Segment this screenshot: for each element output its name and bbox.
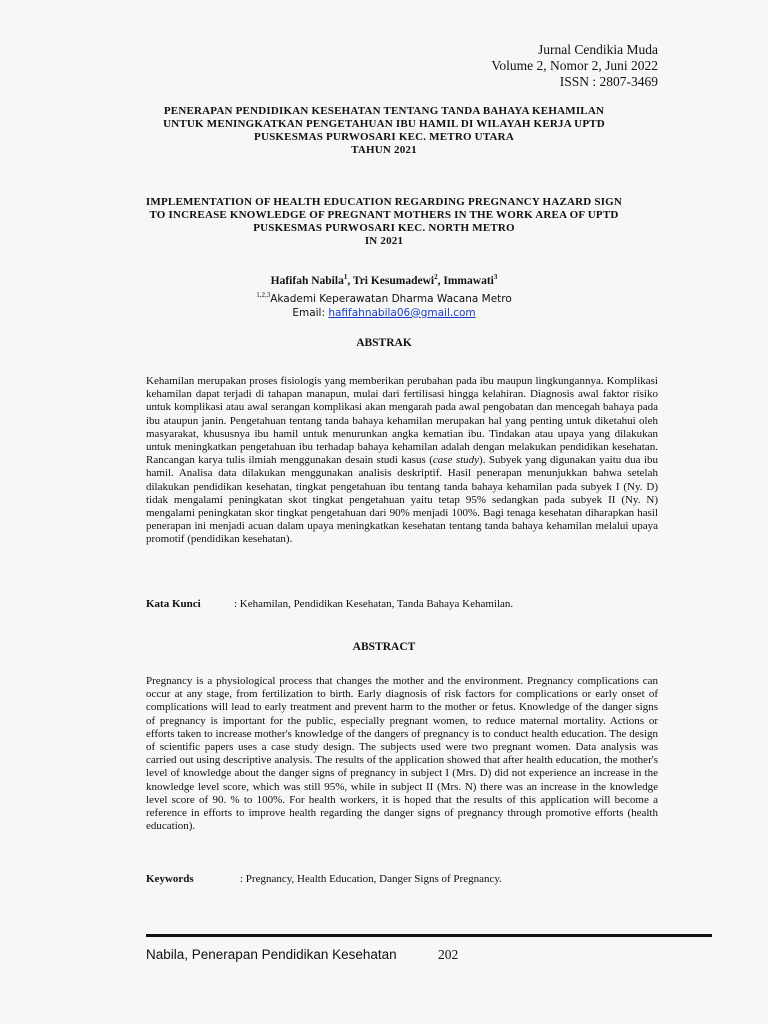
author-names: [110, 270, 658, 288]
abstrak-text: ). Subyek yang digunakan yaitu dua ibu hamil. Analisa data dilakukan menggunakan analisis deskriptif. Hasil penerapan menunjukkan bahwa setelah dilakukan pendidikan kesehatan, tingkat pengetahuan ibu tentang tanda bahaya kehamilan pada subyek I (Ny. D) tidak mengalami peningkatan skot tingkat pengetahuan yaitu tetap 95% sedangkan pada subyek II (Ny. N) mengalami peningkatan skor tingkat pengetahuan dari 90% menjadi 100%. Bagi tenaga kesehatan diharapkan hasil penerapan ini menjadi acuan dalam upaya meningkatkan kesehatan tentang tanda bahaya kehamilan melalui upaya promotif (pendidikan kesehatan).: [146, 454, 659, 546]
title-indonesian: [110, 105, 658, 157]
author-sup: 1: [343, 273, 348, 281]
page-number: 202: [438, 947, 459, 962]
journal-issn: ISSN : 2807-3469: [559, 74, 658, 89]
keywords: [146, 873, 502, 885]
affiliation: [110, 288, 658, 306]
author-separator: ,: [347, 274, 353, 287]
author-name: Tri Kesumadewi: [352, 274, 435, 287]
email-label: Email:: [292, 306, 329, 319]
journal-name: Jurnal Cendikia Muda: [538, 42, 658, 57]
kata-kunci-label: Kata Kunci: [146, 598, 201, 610]
author-name: Immawati: [443, 274, 494, 287]
abstract-body: Pregnancy is a physiological process that changes the mother and the environment. Pregnancy complications can occur at any stage, from fertilization to birth. Early diagnosis of risk factors for complications or early onset of complications will lead to early treatment and prevent harm to the mother or fetus. Knowledge of the danger signs of pregnancy is important for the public, especially pregnant women, to reduce maternal mortality. Actions or efforts taken to increase mother's knowledge of the dangers of pregnancy is to conduct health education. The design of scientific papers uses a case study design. The subjects used were two pregnant women. Data analysis was carried out using descriptive analysis. The results of the application showed that after health education, the mother's level of knowledge about the danger signs of pregnancy in subject I (Mrs. D) did not experience an increase in the knowledge level score, which was still 95%, while in subject II (Mrs. N) there was an increase in the knowledge level score of 90. % to 100%. For health workers, it is hoped that the results of this application will become a reference in efforts to improve health regarding the danger signs of pregnancy through promotive efforts (health education).: [146, 675, 658, 833]
title-line: TAHUN 2021: [351, 144, 417, 156]
running-title: Nabila, Penerapan Pendidikan Kesehatan: [146, 947, 397, 962]
abstrak-heading: ABSTRAK: [356, 337, 412, 349]
author-sup: 3: [493, 273, 498, 281]
footer-rule: [146, 934, 712, 937]
affiliation-name: Akademi Keperawatan Dharma Wacana Metro: [270, 292, 512, 305]
title-line: UNTUK MENINGKATKAN PENGETAHUAN IBU HAMIL DI WILAYAH KERJA UPTD: [163, 118, 605, 130]
author-sup: 2: [434, 273, 438, 281]
email-link[interactable]: hafifahnabila06@gmail.com: [328, 306, 476, 319]
title-line: PUSKESMAS PURWOSARI KEC. METRO UTARA: [254, 131, 514, 143]
title-line: IN 2021: [364, 235, 404, 247]
title-line: PUSKESMAS PURWOSARI KEC. NORTH METRO: [253, 222, 515, 234]
keywords-value: : Pregnancy, Health Education, Danger Signs of Pregnancy.: [240, 873, 502, 885]
title-line: PENERAPAN PENDIDIKAN KESEHATAN TENTANG TANDA BAHAYA KEHAMILAN: [163, 105, 605, 117]
author-separator: ,: [437, 274, 444, 287]
kata-kunci-value: : Kehamilan, Pendidikan Kesehatan, Tanda Bahaya Kehamilan.: [234, 598, 514, 610]
abstrak-body: [146, 375, 658, 547]
kata-kunci: [146, 598, 513, 610]
email-line: [110, 306, 658, 320]
affiliation-sup: 1,2,3: [256, 290, 271, 299]
abstract-heading: ABSTRACT: [352, 641, 416, 653]
author-name: Hafifah Nabila: [270, 274, 344, 287]
journal-volume: Volume 2, Nomor 2, Juni 2022: [491, 58, 658, 73]
title-line: TO INCREASE KNOWLEDGE OF PREGNANT MOTHERS IN THE WORK AREA OF UPTD: [149, 209, 619, 221]
title-line: IMPLEMENTATION OF HEALTH EDUCATION REGARDING PREGNANCY HAZARD SIGN: [145, 196, 623, 208]
journal-header: [491, 42, 658, 90]
abstrak-text: Kehamilan merupakan proses fisiologis yang memberikan perubahan pada ibu maupun lingkungannya. Komplikasi kehamilan dapat terjadi di tahapan manapun, mulai dari fertilisasi hingga kelahiran. Diagnosis awal faktor risiko untuk komplikasi atau awal serangan komplikasi akan mengarah pada awal pengobatan dan mencegah bahaya pada ibu ataupun janin. Pengetahuan tentang tanda bahaya kehamilan merupakan hal yang penting untuk diketahui oleh masyarakat, khususnya ibu hamil untuk menurunkan angka kematian ibu. Tindakan atau upaya yang dilakukan untuk meningkatkan pengetahuan ibu terhadap bahaya kehamilan adalah dengan melakukan pendidikan kesehatan. Rancangan karya tulis ilmiah menggunakan desain studi kasus (: [146, 375, 658, 467]
title-english: [110, 196, 658, 248]
author-block: [110, 270, 658, 320]
keywords-label: Keywords: [146, 873, 194, 885]
abstrak-italic: case study: [432, 454, 480, 467]
